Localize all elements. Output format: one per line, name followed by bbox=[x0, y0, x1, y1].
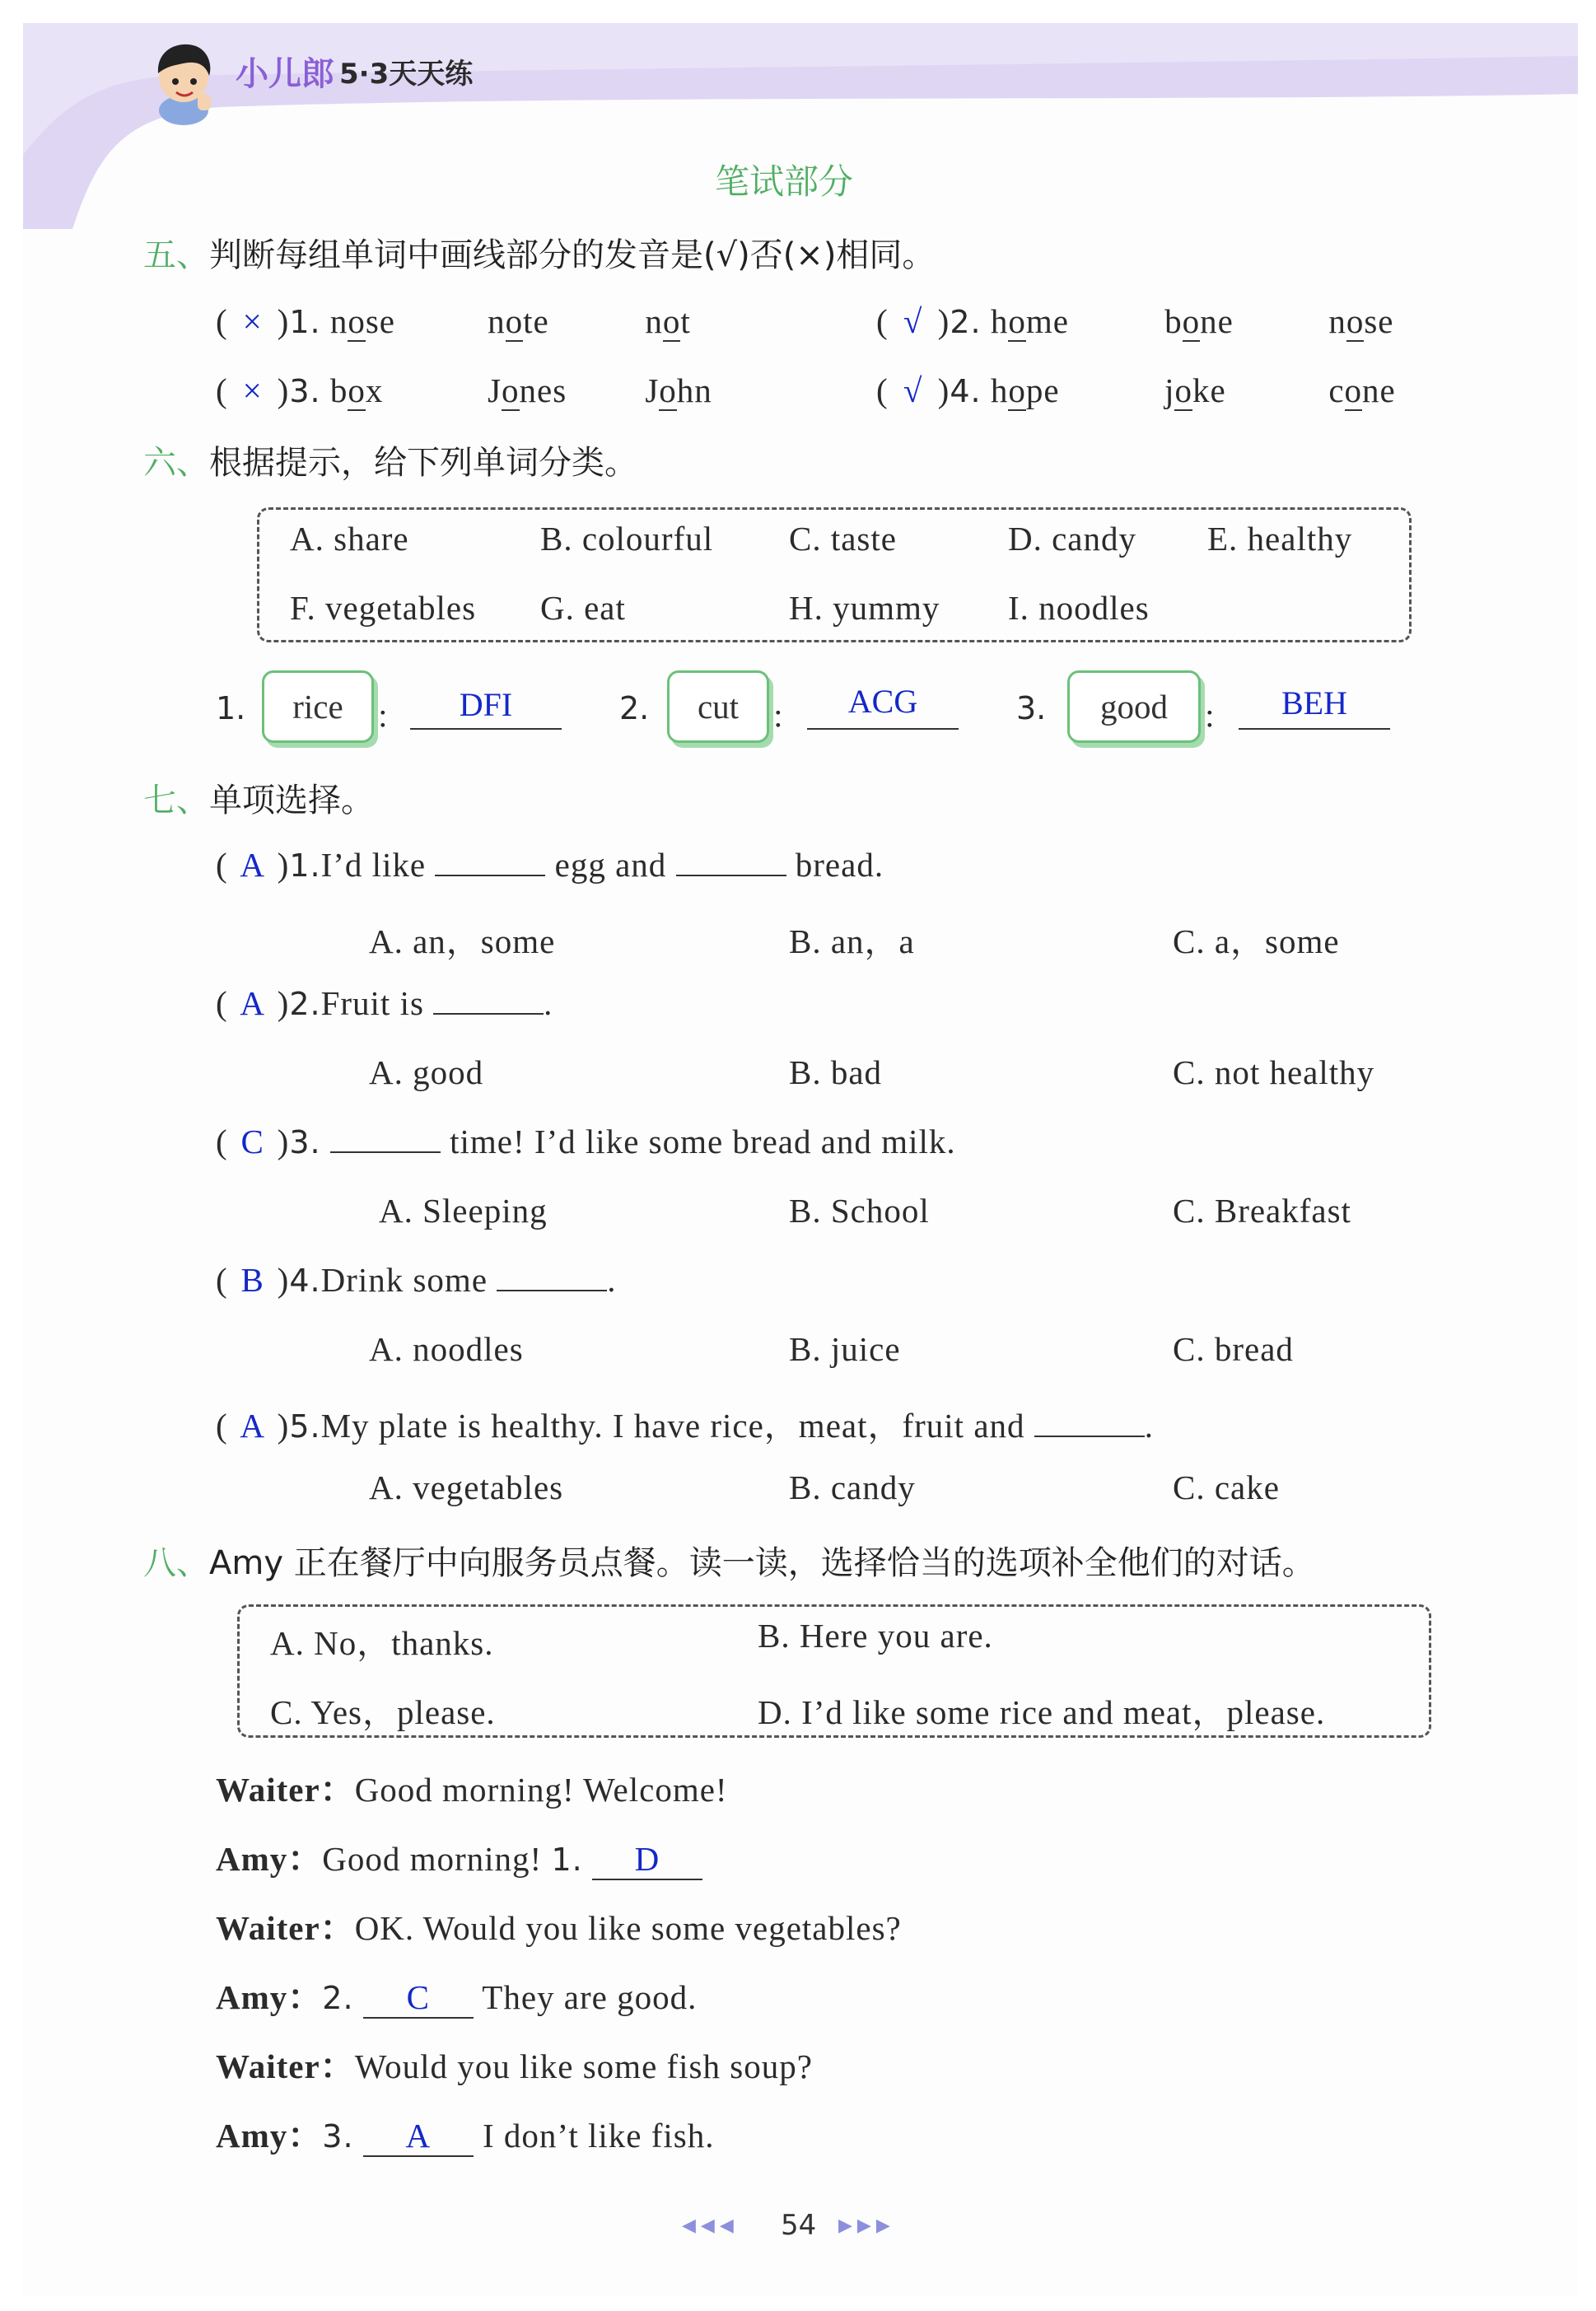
q5-item-1: ( × )1. nose note not bbox=[216, 302, 691, 340]
dialogue-text: Would you like some fish soup? bbox=[354, 2047, 813, 2085]
q7-stem: . bbox=[544, 984, 553, 1022]
blank-line bbox=[330, 1123, 441, 1153]
q8-answer-3: A bbox=[405, 2117, 432, 2155]
q5-word: not bbox=[645, 302, 691, 340]
q8-option-a: A. No，thanks. bbox=[270, 1624, 494, 1662]
blank-line bbox=[363, 2116, 474, 2157]
page-number: 54 bbox=[781, 2209, 817, 2242]
q6-answer-2: ACG bbox=[847, 683, 918, 720]
q8-answer-1: D bbox=[634, 1840, 660, 1878]
q6-group-num-2: 2. bbox=[619, 690, 650, 726]
q5-answer-2: √ bbox=[903, 302, 923, 340]
brand-logo: 小儿郎 bbox=[236, 55, 334, 93]
section-title: 笔试部分 bbox=[715, 161, 854, 202]
q7-answer-2: A bbox=[240, 984, 265, 1022]
q7-4-option-c: C. bread bbox=[1173, 1330, 1294, 1368]
q6-answer-line-3 bbox=[1239, 684, 1390, 730]
dialogue-text: Good morning! bbox=[322, 1840, 552, 1878]
q6-answer-3: BEH bbox=[1281, 684, 1347, 721]
q7-stem: . bbox=[1144, 1407, 1155, 1445]
dialogue-line-5 bbox=[216, 2039, 813, 2088]
q8-title: Amy 正在餐厅中向服务员点餐。读一读，选择恰当的选项补全他们的对话。 bbox=[209, 1544, 1315, 1582]
speaker-label: Waiter： bbox=[216, 1909, 355, 1947]
q6-option-i: I. noodles bbox=[1008, 589, 1150, 627]
speaker-label: Amy： bbox=[216, 1978, 323, 2016]
q7-stem: Fruit is bbox=[320, 984, 424, 1022]
q7-3-option-c: C. Breakfast bbox=[1173, 1192, 1351, 1230]
q5-word: note bbox=[488, 302, 549, 340]
q6-option-d: D. candy bbox=[1008, 520, 1137, 558]
q7-title: 单项选择。 bbox=[209, 782, 374, 819]
blank-line bbox=[435, 847, 545, 876]
blank-line bbox=[592, 1839, 702, 1880]
q7-3-option-b: B. School bbox=[789, 1192, 930, 1230]
q7-4-option-b: B. juice bbox=[789, 1330, 901, 1368]
prev-arrows-icon: ◀◀◀ bbox=[682, 2215, 739, 2236]
q6-option-b: B. colourful bbox=[540, 520, 714, 558]
q5-item-4: ( √ )4. hope joke cone bbox=[876, 371, 1396, 409]
q7-item-5: ( A )5.My plate is healthy. I have rice，meat，fruit and . bbox=[216, 1407, 1155, 1445]
q5-num-3: 3. bbox=[289, 373, 321, 409]
q7-answer-4: B bbox=[240, 1261, 264, 1299]
q5-word: nose bbox=[1328, 302, 1394, 340]
q7-stem: bread. bbox=[795, 846, 884, 884]
q7-1-option-c: C. a，some bbox=[1173, 922, 1340, 960]
q6-answer-line-1 bbox=[410, 685, 562, 730]
q7-stem: My plate is healthy. I have rice，meat，fruit and bbox=[320, 1407, 1025, 1445]
q5-word: hope bbox=[990, 371, 1060, 409]
blank-line bbox=[1034, 1408, 1145, 1437]
q8-number: 八、 bbox=[143, 1544, 209, 1582]
q7-4-option-a: A. noodles bbox=[369, 1330, 524, 1368]
q7-5-option-a: A. vegetables bbox=[369, 1468, 564, 1506]
q6-option-a: A. share bbox=[290, 520, 409, 558]
q7-5-option-c: C. cake bbox=[1173, 1468, 1280, 1506]
q6-answer-line-2 bbox=[807, 682, 959, 730]
q8-answer-2: C bbox=[406, 1978, 430, 2016]
q6-option-c: C. taste bbox=[789, 520, 897, 558]
q5-num-4: 4. bbox=[950, 373, 982, 409]
q7-stem: I’d like bbox=[320, 846, 427, 884]
q5-answer-4: √ bbox=[903, 371, 923, 409]
q5-word: cone bbox=[1328, 371, 1396, 409]
q6-group-word-2: cut bbox=[667, 670, 769, 743]
q7-5-option-b: B. candy bbox=[789, 1468, 916, 1506]
q6-answer-1: DFI bbox=[459, 686, 513, 723]
q5-num-2: 2. bbox=[950, 304, 982, 340]
q5-heading bbox=[143, 229, 935, 276]
q5-answer-1: × bbox=[242, 302, 263, 340]
series-label: 5·3天天练 bbox=[339, 58, 474, 91]
q7-item-1: ( A )1.I’d like egg and bread. bbox=[216, 846, 884, 884]
q7-answer-1: A bbox=[240, 846, 265, 884]
speaker-label: Amy： bbox=[216, 1840, 323, 1878]
q8-option-c: C. Yes，please. bbox=[270, 1693, 496, 1731]
blank-line bbox=[433, 985, 544, 1015]
q6-title: 根据提示，给下列单词分类。 bbox=[209, 444, 637, 482]
q5-word: joke bbox=[1164, 371, 1226, 409]
q5-answer-3: × bbox=[242, 371, 263, 409]
q6-heading bbox=[143, 437, 637, 483]
q5-number: 五、 bbox=[143, 236, 209, 274]
q5-word: nose bbox=[329, 302, 395, 340]
q7-item-4: ( B )4.Drink some . bbox=[216, 1261, 617, 1299]
speaker-label: Amy： bbox=[216, 2117, 323, 2155]
q6-group-word-3: good bbox=[1067, 670, 1201, 743]
q7-item-2: ( A )2.Fruit is . bbox=[216, 984, 553, 1022]
q6-option-g: G. eat bbox=[540, 589, 626, 627]
speaker-label: Waiter： bbox=[216, 1771, 355, 1809]
q5-title: 判断每组单词中画线部分的发音是(√)否(×)相同。 bbox=[209, 236, 936, 274]
q6-group-word-1: rice bbox=[262, 670, 374, 743]
q7-heading bbox=[143, 774, 374, 821]
q5-word: Jones bbox=[488, 371, 567, 409]
q7-2-option-a: A. good bbox=[369, 1053, 484, 1091]
q6-option-f: F. vegetables bbox=[290, 589, 477, 627]
q7-2-option-b: B. bad bbox=[789, 1053, 883, 1091]
q5-item-3: ( × )3. box Jones John bbox=[216, 371, 712, 409]
q8-heading bbox=[143, 1537, 1315, 1584]
q7-answer-5: A bbox=[240, 1407, 265, 1445]
q7-1-option-b: B. an，a bbox=[789, 922, 915, 960]
q7-stem: egg and bbox=[554, 846, 667, 884]
q5-num-1: 1. bbox=[289, 304, 321, 340]
dialogue-text: Good morning! Welcome! bbox=[354, 1771, 728, 1809]
q7-2-option-c: C. not healthy bbox=[1173, 1053, 1375, 1091]
dialogue-text: I don’t like fish. bbox=[483, 2117, 715, 2155]
blank-line bbox=[497, 1262, 607, 1291]
q6-colon: ： bbox=[1202, 699, 1234, 735]
blank-line bbox=[363, 1977, 474, 2019]
q6-option-e: E. healthy bbox=[1207, 520, 1353, 558]
q6-group-num-1: 1. bbox=[216, 690, 246, 726]
dialogue-line-3 bbox=[216, 1901, 902, 1949]
next-arrows-icon: ▶▶▶ bbox=[838, 2215, 895, 2236]
q6-colon: ： bbox=[376, 699, 408, 735]
mascot-boy-icon bbox=[147, 36, 221, 125]
q6-option-h: H. yummy bbox=[789, 589, 940, 627]
q8-option-d: D. I’d like some rice and meat，please. bbox=[758, 1693, 1326, 1731]
dialogue-text: They are good. bbox=[482, 1978, 698, 2016]
blank-line bbox=[676, 847, 786, 876]
q6-group-num-3: 3. bbox=[1016, 690, 1047, 726]
q7-stem: Drink some bbox=[320, 1261, 488, 1299]
dialogue-line-6: Amy：3. A I don’t like fish. bbox=[216, 2108, 714, 2157]
q6-colon: ： bbox=[771, 699, 803, 735]
q5-word: box bbox=[329, 371, 384, 409]
speaker-label: Waiter： bbox=[216, 2047, 355, 2085]
q8-option-b: B. Here you are. bbox=[758, 1617, 993, 1655]
q7-number: 七、 bbox=[143, 782, 209, 819]
dialogue-line-2: Amy：Good morning! 1. D bbox=[216, 1832, 702, 1880]
dialogue-line-1 bbox=[216, 1762, 728, 1811]
q7-item-3: ( C )3. time! I’d like some bread and milk. bbox=[216, 1123, 956, 1160]
q7-stem: . bbox=[607, 1261, 617, 1299]
q5-item-2: ( √ )2. home bone nose bbox=[876, 302, 1394, 340]
q6-number: 六、 bbox=[143, 444, 209, 482]
q7-stem: time! I’d like some bread and milk. bbox=[450, 1123, 956, 1160]
q7-1-option-a: A. an，some bbox=[369, 922, 556, 960]
q5-word: John bbox=[645, 371, 712, 409]
dialogue-text: OK. Would you like some vegetables? bbox=[354, 1909, 902, 1947]
q5-word: bone bbox=[1164, 302, 1234, 340]
q7-answer-3: C bbox=[240, 1123, 264, 1160]
q7-3-option-a: A. Sleeping bbox=[379, 1192, 548, 1230]
q5-word: home bbox=[990, 302, 1069, 340]
dialogue-line-4: Amy：2. C They are good. bbox=[216, 1970, 697, 2019]
